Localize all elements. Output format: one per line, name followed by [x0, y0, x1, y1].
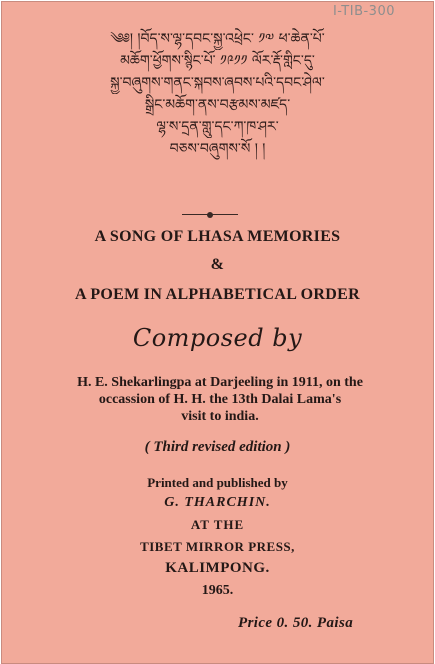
- composed-by-heading: Composed by: [132, 324, 303, 352]
- tibetan-title-line: སྐྱ་བཞུགས་གནང་སྐབས་ཞབས་པའི་དབང་ཤེལ་: [110, 75, 325, 91]
- printed-by-label: Printed and published by: [147, 475, 288, 490]
- author-line: visit to india.: [181, 409, 259, 424]
- catalog-number: I-TIB-300: [332, 4, 395, 19]
- publisher-name: G. THARCHIN.: [164, 495, 271, 510]
- tibetan-title-block: [2, 28, 433, 160]
- publication-city: KALIMPONG.: [165, 560, 270, 576]
- press-name: TIBET MIRROR PRESS,: [140, 539, 295, 554]
- divider-dot: [207, 212, 213, 218]
- tibetan-title-line: ༄༅། །བོད་ས་ལྷ་དབང་སྐྱ་འཕྲེང་ ༡༧ ཕ་ཆེན་པོ་: [110, 31, 325, 47]
- tibetan-title-line: སྒྲིང་མཆོག་ནས་བརྩམས་མཛད་: [144, 97, 291, 113]
- tibetan-title-line: མཆོག་ཕྱོགས་སྙིང་པོ་ ༡༩༡༡ ལོར་རྡོ་གླིང་དུ་: [120, 53, 315, 69]
- tibetan-title-line: ལྷ་ས་དྲན་གླུ་དང་ཀ་ཁ་ཤར་: [156, 119, 279, 135]
- title-line-2: A POEM IN ALPHABETICAL ORDER: [75, 286, 360, 303]
- author-description: [50, 374, 390, 425]
- title-line-1: A SONG OF LHASA MEMORIES: [94, 228, 341, 245]
- book-cover: [1, 1, 434, 664]
- tibetan-title-line: བཅས་བཞུགས་སོ ། །: [169, 141, 266, 157]
- author-line: occassion of H. H. the 13th Dalai Lama's: [98, 392, 342, 407]
- publication-year: 1965.: [201, 583, 234, 598]
- author-line: H. E. Shekarlingpa at Darjeeling in 1911, on the: [77, 375, 363, 390]
- at-the-label: AT THE: [190, 517, 245, 532]
- ornamental-divider: [182, 212, 238, 218]
- price-label: Price 0. 50. Paisa: [238, 615, 354, 631]
- edition-note: ( Third revised edition ): [144, 439, 291, 455]
- title-ampersand: &: [210, 256, 225, 273]
